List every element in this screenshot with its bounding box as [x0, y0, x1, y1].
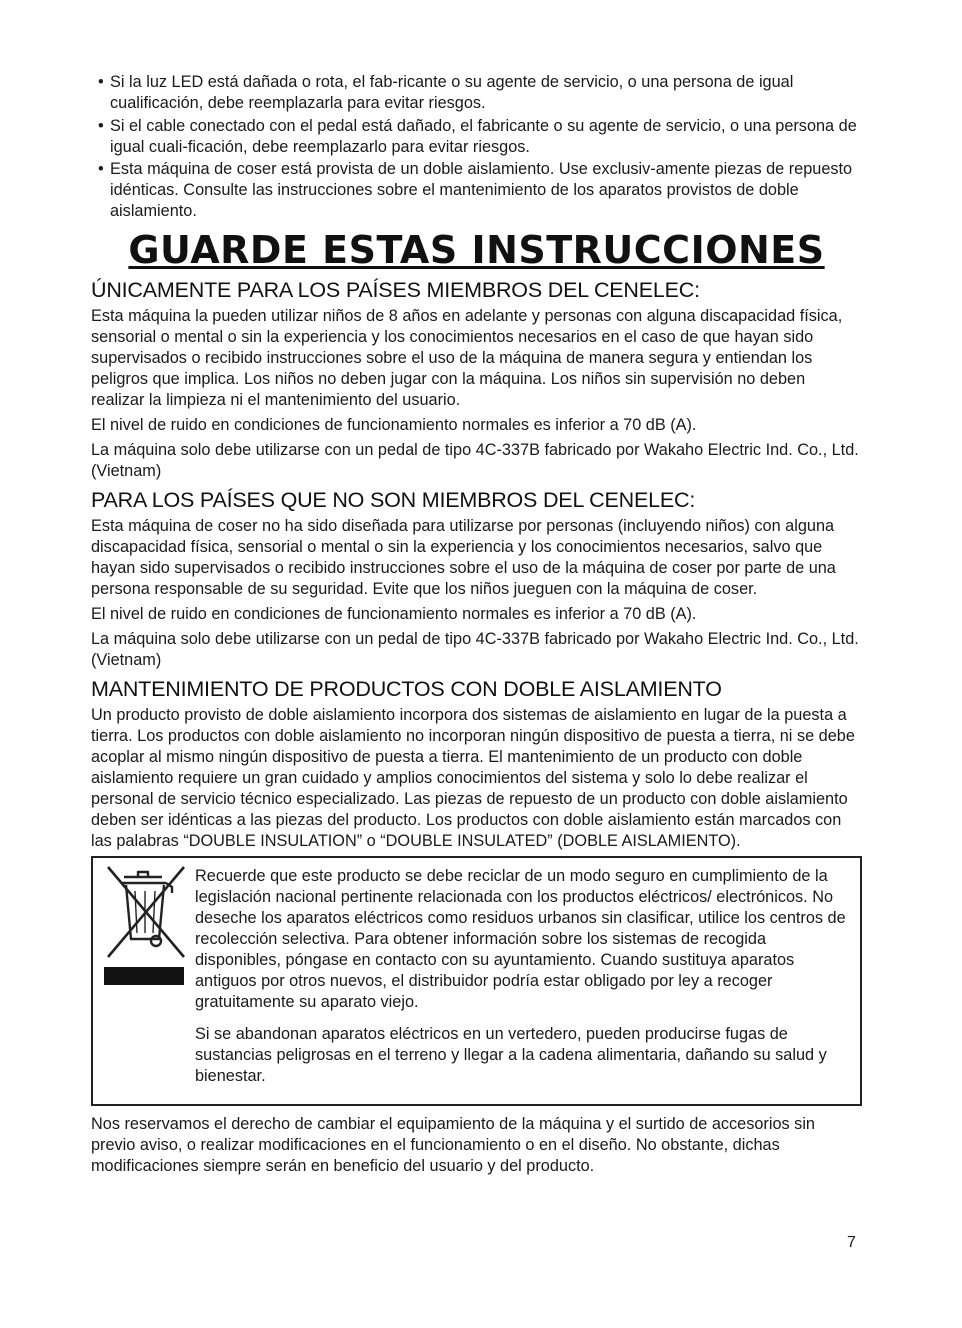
- recycling-paragraph: Si se abandonan aparatos eléctricos en un vertedero, pueden producirse fugas de sustancias peligrosas en el terreno y llegar a la cadena alimentaria, dañando su salud y bienestar.: [195, 1025, 827, 1085]
- bullet-text: Si el cable conectado con el pedal está dañado, el fabricante o su agente de servicio, o una persona de igual cuali-ficación, debe reemplazarlo para evitar riesgos.: [110, 116, 857, 156]
- bullet-text: Esta máquina de coser está provista de un doble aislamiento. Use exclusiv-amente piezas de repuesto idénticas. Consulte las instrucciones sobre el mantenimiento de los aparatos provistos de doble aislamiento.: [110, 160, 853, 220]
- section-paragraph: Esta máquina la pueden utilizar niños de 8 años en adelante y personas con alguna discapacidad física, sensorial o mental o sin la experiencia y los conocimientos necesarios en el caso de que hayan sido supervisados o recibido instrucciones sobre el uso de la máquina de manera segura y entiendan los peligros que implica. Los niños no deben jugar con la máquina. Los niños sin supervisión no deben realizar la limpieza ni el mantenimiento del usuario.: [91, 307, 843, 409]
- bullet-item: [91, 116, 862, 158]
- bullet-text: Si la luz LED está dañada o rota, el fab-ricante o su agente de servicio, o una persona de igual cualificación, debe reemplazarla para evitar riesgos.: [110, 73, 794, 112]
- main-title: GUARDE ESTAS INSTRUCCIONES: [128, 228, 825, 272]
- section-heading-non-cenelec: PARA LOS PAÍSES QUE NO SON MIEMBROS DEL CENELEC:: [91, 488, 696, 512]
- footer-disclaimer: Nos reservamos el derecho de cambiar el equipamiento de la máquina y el surtido de accesorios sin previo aviso, o realizar modificaciones en el funcionamiento o en el diseño. No obstante, dichas modificaciones siempre serán en beneficio del usuario y del producto.: [91, 1115, 815, 1175]
- bullet-item: [91, 159, 862, 222]
- recycling-notice-box: [91, 856, 862, 1106]
- section-paragraph: El nivel de ruido en condiciones de funcionamiento normales es inferior a 70 dB (A).: [91, 416, 697, 434]
- crossed-out-wheelie-bin-icon: [100, 861, 188, 991]
- bullet-dot: •: [98, 73, 104, 91]
- section-paragraph: El nivel de ruido en condiciones de funcionamiento normales es inferior a 70 dB (A).: [91, 605, 697, 623]
- safety-bullet-list: [91, 72, 862, 222]
- section-paragraph: Un producto provisto de doble aislamiento incorpora dos sistemas de aislamiento en lugar de la puesta a tierra. Los productos con doble aislamiento no incorporan ningún dispositivo de puesta a tierra, ni se debe acoplar al mismo ningún dispositivo de puesta a tierra. El mantenimiento de un producto con doble aislamiento requiere un gran cuidado y amplios conocimientos del sistema y solo lo debe realizar el personal de servicio técnico especializado. Las piezas de repuesto de un producto con doble aislamiento deben ser idénticas a las piezas del producto. Los productos con doble aislamiento están marcados con las palabras “DOUBLE INSULATION” o “DOUBLE INSULATED” (DOBLE AISLAMIENTO).: [91, 706, 855, 850]
- bullet-dot: •: [98, 160, 104, 178]
- section-heading-double-insulation: MANTENIMIENTO DE PRODUCTOS CON DOBLE AISLAMIENTO: [91, 677, 722, 701]
- page-number: 7: [847, 1234, 856, 1251]
- section-paragraph: La máquina solo debe utilizarse con un pedal de tipo 4C-337B fabricado por Wakaho Electric Ind. Co., Ltd. (Vietnam): [91, 441, 859, 480]
- section-paragraph: Esta máquina de coser no ha sido diseñada para utilizarse por personas (incluyendo niños) con alguna discapacidad física, sensorial o mental o sin la experiencia y los conocimientos necesarios, salvo que hayan sido supervisados o recibido instrucciones sobre el uso de la máquina de coser por parte de una persona responsable de su seguridad. Evite que los niños jueguen con la máquina de coser.: [91, 517, 836, 598]
- bullet-dot: •: [98, 116, 104, 135]
- page-content: [91, 72, 862, 1177]
- section-heading-cenelec-members: ÚNICAMENTE PARA LOS PAÍSES MIEMBROS DEL CENELEC:: [91, 278, 700, 302]
- recycling-paragraph: Recuerde que este producto se debe reciclar de un modo seguro en cumplimiento de la legislación nacional pertinente relacionada con los productos eléctricos/ electrónicos. No deseche los aparatos eléctricos como residuos urbanos sin clasificar, utilice los centros de recolección selectiva. Para obtener información sobre los sistemas de recogida disponibles, póngase en contacto con su ayuntamiento. Cuando sustituya aparatos antiguos por otros nuevos, el distribuidor podría estar obligado por ley a recoger gratuitamente su aparato viejo.: [195, 867, 846, 1011]
- bullet-item: [91, 72, 862, 114]
- section-paragraph: La máquina solo debe utilizarse con un pedal de tipo 4C-337B fabricado por Wakaho Electric Ind. Co., Ltd. (Vietnam): [91, 630, 859, 669]
